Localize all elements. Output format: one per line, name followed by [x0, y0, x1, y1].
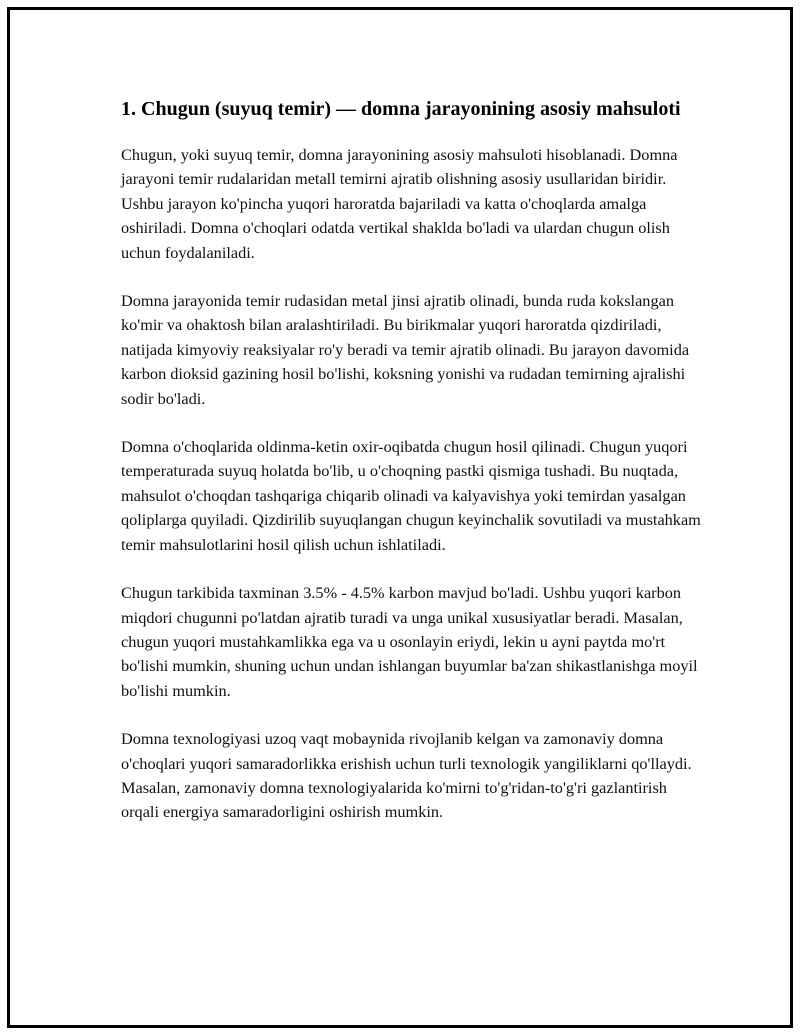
paragraph-5: Domna texnologiyasi uzoq vaqt mobaynida rivojlanib kelgan va zamonaviy domna o'choqlari yuqori samaradorlikka erishish uchun turli texnologik yangiliklarni qo'llaydi. Masalan, zamonaviy domna texnologiyalarida ko'mirni to'g'ridan-to'g'ri gazlantirish orqali energiya samaradorligini oshirish mumkin. [121, 729, 692, 822]
paragraph-1: Chugun, yoki suyuq temir, domna jarayonining asosiy mahsuloti hisoblanadi. Domna jarayoni temir rudalaridan metall temirni ajratib olishning asosiy usullaridan biridir. Ushbu jarayon ko'pincha yuqori haroratda bajariladi va katta o'choqlarda amalga oshiriladi. Domna o'choqlari odatda vertikal shaklda bo'ladi va ulardan chugun olish uchun foydalaniladi. [121, 145, 678, 262]
paragraph-3: Domna o'choqlarida oldinma-ketin oxir-oqibatda chugun hosil qilinadi. Chugun yuqori temperaturada suyuq holatda bo'lib, u o'choqning pastki qismiga tushadi. Bu nuqtada, mahsulot o'choqdan tashqariga chiqarib olinadi va kalyavishya yoki temirdan yasalgan qoliplarga quyiladi. Qizdirilib suyuqlangan chugun keyinchalik sovutiladi va mustahkam temir mahsulotlarini hosil qilish uchun ishlatiladi. [121, 437, 701, 554]
document-title: 1. Chugun (suyuq temir) — domna jarayonining asosiy mahsuloti [121, 98, 681, 120]
document-body [121, 96, 701, 849]
paragraph-2: Domna jarayonida temir rudasidan metal jinsi ajratib olinadi, bunda ruda kokslangan ko'mir va ohaktosh bilan aralashtiriladi. Bu birikmalar yuqori haroratda qizdiriladi, natijada kimyoviy reaksiyalar ro'y beradi va temir ajratib olinadi. Bu jarayon davomida karbon dioksid gazining hosil bo'lishi, koksning yonishi va rudadan temirning ajralishi sodir bo'ladi. [121, 291, 690, 408]
paragraph-4: Chugun tarkibida taxminan 3.5% - 4.5% karbon mavjud bo'ladi. Ushbu yuqori karbon miqdori chugunni po'latdan ajratib turadi va unga unikal xususiyatlar beradi. Masalan, chugun yuqori mustahkamlikka ega va u osonlayin eriydi, lekin u ayni paytda mo'rt bo'lishi mumkin, shuning uchun undan ishlangan buyumlar ba'zan shikastlanishga moyil bo'lishi mumkin. [121, 583, 698, 700]
page-frame [7, 7, 793, 1028]
